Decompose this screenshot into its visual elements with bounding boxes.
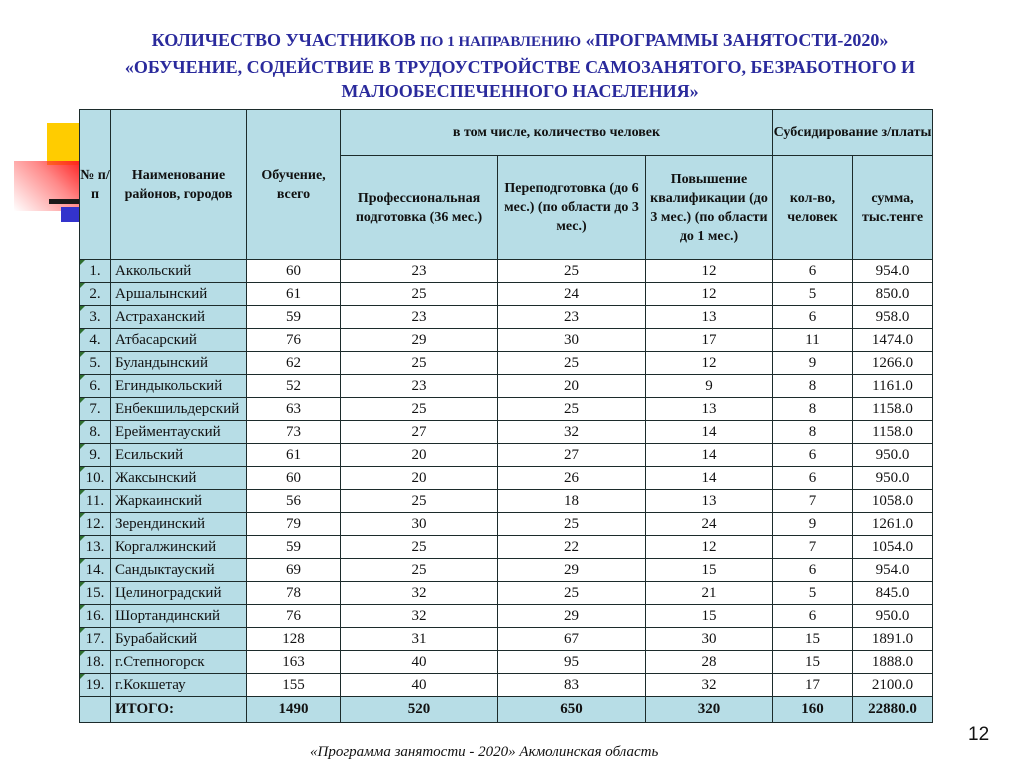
qualification-cell: 12 [646, 352, 773, 375]
qualification-cell: 30 [646, 628, 773, 651]
subsidy-count-cell: 8 [773, 421, 853, 444]
prof-training-cell: 30 [341, 513, 498, 536]
subsidy-count-cell: 7 [773, 490, 853, 513]
subsidy-count-cell: 6 [773, 260, 853, 283]
table-row [80, 628, 933, 651]
row-number-cell: 14. [80, 559, 111, 582]
subsidy-sum-cell: 1158.0 [853, 421, 933, 444]
subsidy-count-cell: 6 [773, 605, 853, 628]
subsidy-count-cell: 9 [773, 352, 853, 375]
table-body [80, 260, 933, 723]
subsidy-sum-cell: 954.0 [853, 559, 933, 582]
total-subsidy-sum-cell: 22880.0 [853, 697, 933, 723]
subsidy-count-cell: 6 [773, 467, 853, 490]
row-number-cell: 4. [80, 329, 111, 352]
prof-training-cell: 40 [341, 651, 498, 674]
row-number-cell: 17. [80, 628, 111, 651]
title-line-1-part-3: «ПРОГРАММЫ ЗАНЯТОСТИ-2020» [585, 30, 889, 50]
subsidy-count-cell: 6 [773, 444, 853, 467]
table-row [80, 283, 933, 306]
table-row [80, 398, 933, 421]
subsidy-count-cell: 11 [773, 329, 853, 352]
qualification-cell: 28 [646, 651, 773, 674]
subsidy-count-cell: 15 [773, 628, 853, 651]
total-prof-training-cell: 520 [341, 697, 498, 723]
district-name-cell: г.Степногорск [111, 651, 247, 674]
row-number-cell: 9. [80, 444, 111, 467]
total-district-name-cell: ИТОГО: [111, 697, 247, 723]
prof-training-cell: 20 [341, 467, 498, 490]
header-subsidy-sum: сумма, тыс.тенге [853, 156, 933, 260]
retraining-cell: 29 [498, 605, 646, 628]
prof-training-cell: 31 [341, 628, 498, 651]
total-retraining-cell: 650 [498, 697, 646, 723]
table-row [80, 490, 933, 513]
decorative-black-bar [49, 199, 81, 204]
district-name-cell: Жаркаинский [111, 490, 247, 513]
header-name: Наименование районов, городов [111, 110, 247, 260]
retraining-cell: 22 [498, 536, 646, 559]
prof-training-cell: 25 [341, 490, 498, 513]
training-total-cell: 52 [247, 375, 341, 398]
subsidy-count-cell: 6 [773, 306, 853, 329]
subsidy-sum-cell: 1474.0 [853, 329, 933, 352]
prof-training-cell: 25 [341, 283, 498, 306]
table-row [80, 260, 933, 283]
training-total-cell: 60 [247, 260, 341, 283]
title-line-3: МАЛООБЕСПЕЧЕННОГО НАСЕЛЕНИЯ» [341, 81, 699, 101]
retraining-cell: 29 [498, 559, 646, 582]
qualification-cell: 12 [646, 536, 773, 559]
table-row [80, 375, 933, 398]
training-total-cell: 76 [247, 329, 341, 352]
table-row [80, 352, 933, 375]
totals-row [80, 697, 933, 723]
table-row [80, 674, 933, 697]
decorative-yellow-square [47, 123, 81, 165]
prof-training-cell: 23 [341, 306, 498, 329]
subsidy-sum-cell: 954.0 [853, 260, 933, 283]
total-subsidy-count-cell: 160 [773, 697, 853, 723]
row-number-cell: 8. [80, 421, 111, 444]
subsidy-sum-cell: 958.0 [853, 306, 933, 329]
prof-training-cell: 23 [341, 375, 498, 398]
retraining-cell: 25 [498, 513, 646, 536]
district-name-cell: Жаксынский [111, 467, 247, 490]
table-row [80, 513, 933, 536]
retraining-cell: 67 [498, 628, 646, 651]
qualification-cell: 15 [646, 605, 773, 628]
retraining-cell: 26 [498, 467, 646, 490]
row-number-cell: 13. [80, 536, 111, 559]
retraining-cell: 23 [498, 306, 646, 329]
subsidy-sum-cell: 1266.0 [853, 352, 933, 375]
subsidy-count-cell: 8 [773, 375, 853, 398]
district-name-cell: Астраханский [111, 306, 247, 329]
district-name-cell: Аршалынский [111, 283, 247, 306]
table-row [80, 651, 933, 674]
table-row [80, 467, 933, 490]
district-name-cell: Целиноградский [111, 582, 247, 605]
district-name-cell: Ерейментауский [111, 421, 247, 444]
table-row [80, 329, 933, 352]
subsidy-sum-cell: 950.0 [853, 444, 933, 467]
training-total-cell: 73 [247, 421, 341, 444]
row-number-cell: 10. [80, 467, 111, 490]
district-name-cell: Буландынский [111, 352, 247, 375]
title-line-1-part-2: ПО 1 НАПРАВЛЕНИЮ [420, 34, 582, 50]
prof-training-cell: 29 [341, 329, 498, 352]
total-training-total-cell: 1490 [247, 697, 341, 723]
subsidy-sum-cell: 850.0 [853, 283, 933, 306]
prof-training-cell: 32 [341, 582, 498, 605]
training-total-cell: 79 [247, 513, 341, 536]
table-row [80, 421, 933, 444]
subsidy-sum-cell: 845.0 [853, 582, 933, 605]
qualification-cell: 14 [646, 467, 773, 490]
retraining-cell: 25 [498, 582, 646, 605]
retraining-cell: 83 [498, 674, 646, 697]
total-qualification-cell: 320 [646, 697, 773, 723]
prof-training-cell: 25 [341, 352, 498, 375]
prof-training-cell: 25 [341, 559, 498, 582]
district-name-cell: Егиндыкольский [111, 375, 247, 398]
title-line-2: «ОБУЧЕНИЕ, СОДЕЙСТВИЕ В ТРУДОУСТРОЙСТВЕ САМОЗАНЯТОГО, БЕЗРАБОТНОГО И [124, 56, 916, 77]
row-number-cell: 2. [80, 283, 111, 306]
title-line-1-part-1: КОЛИЧЕСТВО УЧАСТНИКОВ [151, 30, 416, 50]
subsidy-count-cell: 5 [773, 283, 853, 306]
subsidy-count-cell: 17 [773, 674, 853, 697]
title-line-1 [60, 28, 980, 55]
qualification-cell: 13 [646, 398, 773, 421]
prof-training-cell: 20 [341, 444, 498, 467]
qualification-cell: 24 [646, 513, 773, 536]
training-total-cell: 59 [247, 536, 341, 559]
subsidy-count-cell: 7 [773, 536, 853, 559]
header-subsidy-group: Субсидирование з/платы [773, 110, 933, 156]
retraining-cell: 95 [498, 651, 646, 674]
district-name-cell: Сандыктауский [111, 559, 247, 582]
qualification-cell: 14 [646, 444, 773, 467]
training-total-cell: 155 [247, 674, 341, 697]
qualification-cell: 21 [646, 582, 773, 605]
subsidy-count-cell: 6 [773, 559, 853, 582]
row-number-cell: 1. [80, 260, 111, 283]
prof-training-cell: 25 [341, 398, 498, 421]
header-training-total: Обучение, всего [247, 110, 341, 260]
qualification-cell: 15 [646, 559, 773, 582]
district-name-cell: Коргалжинский [111, 536, 247, 559]
training-total-cell: 59 [247, 306, 341, 329]
prof-training-cell: 27 [341, 421, 498, 444]
subsidy-sum-cell: 950.0 [853, 605, 933, 628]
row-number-cell: 18. [80, 651, 111, 674]
district-name-cell: Енбекшильдерский [111, 398, 247, 421]
subsidy-sum-cell: 1054.0 [853, 536, 933, 559]
subsidy-sum-cell: 1058.0 [853, 490, 933, 513]
row-number-cell: 6. [80, 375, 111, 398]
training-total-cell: 56 [247, 490, 341, 513]
training-total-cell: 61 [247, 283, 341, 306]
table-row [80, 536, 933, 559]
retraining-cell: 27 [498, 444, 646, 467]
subsidy-sum-cell: 1888.0 [853, 651, 933, 674]
qualification-cell: 14 [646, 421, 773, 444]
training-total-cell: 69 [247, 559, 341, 582]
district-name-cell: г.Кокшетау [111, 674, 247, 697]
decorative-blue-square [61, 207, 81, 222]
table-row [80, 559, 933, 582]
retraining-cell: 18 [498, 490, 646, 513]
qualification-cell: 9 [646, 375, 773, 398]
table-row [80, 582, 933, 605]
participants-table [79, 109, 933, 723]
qualification-cell: 13 [646, 306, 773, 329]
header-subsidy-count: кол-во, человек [773, 156, 853, 260]
row-number-cell: 7. [80, 398, 111, 421]
subsidy-sum-cell: 2100.0 [853, 674, 933, 697]
row-number-cell: 3. [80, 306, 111, 329]
district-name-cell: Атбасарский [111, 329, 247, 352]
header-prof-training: Профессиональная подготовка (36 мес.) [341, 156, 498, 260]
subsidy-sum-cell: 1158.0 [853, 398, 933, 421]
subsidy-sum-cell: 950.0 [853, 467, 933, 490]
table-row [80, 306, 933, 329]
prof-training-cell: 23 [341, 260, 498, 283]
footer-caption: «Программа занятости - 2020» Акмолинская область [310, 744, 659, 760]
prof-training-cell: 40 [341, 674, 498, 697]
total-row-number-cell [80, 697, 111, 723]
qualification-cell: 32 [646, 674, 773, 697]
subsidy-count-cell: 8 [773, 398, 853, 421]
row-number-cell: 19. [80, 674, 111, 697]
subsidy-sum-cell: 1891.0 [853, 628, 933, 651]
qualification-cell: 12 [646, 260, 773, 283]
row-number-cell: 16. [80, 605, 111, 628]
retraining-cell: 20 [498, 375, 646, 398]
training-total-cell: 60 [247, 467, 341, 490]
table-row [80, 605, 933, 628]
district-name-cell: Зерендинский [111, 513, 247, 536]
training-total-cell: 76 [247, 605, 341, 628]
subsidy-count-cell: 9 [773, 513, 853, 536]
page-title [60, 28, 980, 104]
qualification-cell: 12 [646, 283, 773, 306]
district-name-cell: Шортандинский [111, 605, 247, 628]
header-num: № п/п [80, 110, 111, 260]
header-row-1 [80, 110, 933, 156]
page-number: 12 [968, 724, 990, 745]
subsidy-count-cell: 5 [773, 582, 853, 605]
training-total-cell: 61 [247, 444, 341, 467]
row-number-cell: 5. [80, 352, 111, 375]
retraining-cell: 25 [498, 398, 646, 421]
retraining-cell: 32 [498, 421, 646, 444]
prof-training-cell: 32 [341, 605, 498, 628]
qualification-cell: 17 [646, 329, 773, 352]
row-number-cell: 15. [80, 582, 111, 605]
subsidy-sum-cell: 1161.0 [853, 375, 933, 398]
subsidy-sum-cell: 1261.0 [853, 513, 933, 536]
qualification-cell: 13 [646, 490, 773, 513]
training-total-cell: 128 [247, 628, 341, 651]
training-total-cell: 62 [247, 352, 341, 375]
district-name-cell: Есильский [111, 444, 247, 467]
retraining-cell: 30 [498, 329, 646, 352]
district-name-cell: Бурабайский [111, 628, 247, 651]
retraining-cell: 24 [498, 283, 646, 306]
retraining-cell: 25 [498, 352, 646, 375]
retraining-cell: 25 [498, 260, 646, 283]
prof-training-cell: 25 [341, 536, 498, 559]
training-total-cell: 78 [247, 582, 341, 605]
header-qualification: Повышение квалификации (до 3 мес.) (по области до 1 мес.) [646, 156, 773, 260]
subsidy-count-cell: 15 [773, 651, 853, 674]
training-total-cell: 163 [247, 651, 341, 674]
header-retraining: Переподготовка (до 6 мес.) (по области до 3 мес.) [498, 156, 646, 260]
row-number-cell: 12. [80, 513, 111, 536]
header-including-group: в том числе, количество человек [341, 110, 773, 156]
district-name-cell: Аккольский [111, 260, 247, 283]
table-row [80, 444, 933, 467]
row-number-cell: 11. [80, 490, 111, 513]
training-total-cell: 63 [247, 398, 341, 421]
